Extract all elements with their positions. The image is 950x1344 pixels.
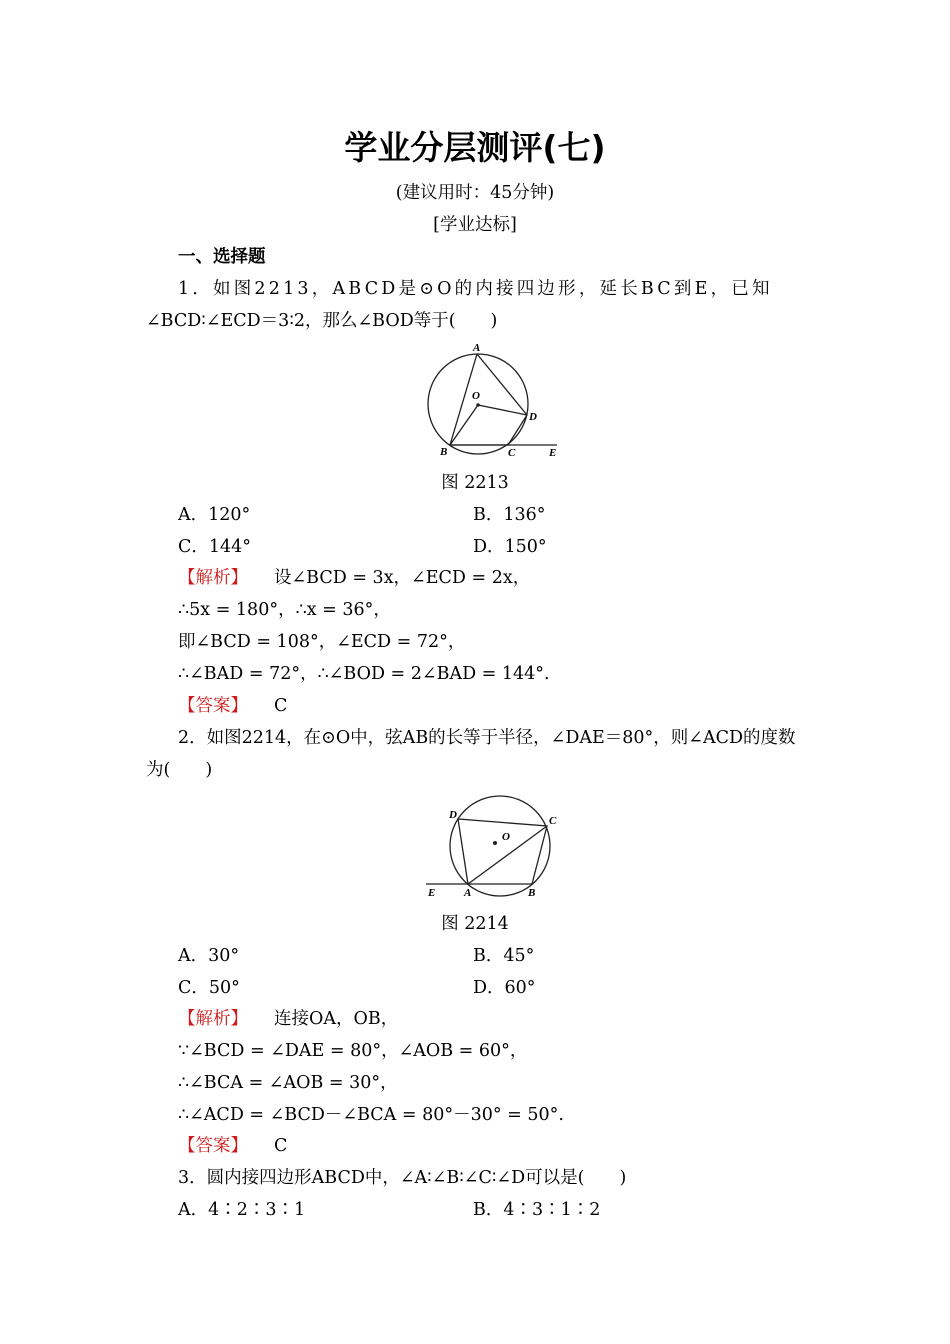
question-1-line-1: 1．如图2213，ABCD是⊙O的内接四边形，延长BC到E，已知	[178, 279, 773, 299]
q2-option-c: C．50°	[178, 978, 240, 998]
label-o: O	[472, 390, 480, 402]
question-1-line-2: ∠BCD∶∠ECD＝3∶2，那么∠BOD等于( )	[146, 311, 498, 331]
q1-analysis-line-1: 设∠BCD = 3x，∠ECD = 2x，	[274, 568, 531, 588]
center-dot	[476, 403, 480, 407]
q1-analysis-line-2: ∴5x = 180°，∴x = 36°，	[178, 600, 391, 620]
q2-analysis-line-1: 连接OA，OB，	[274, 1009, 399, 1029]
q2-analysis-tag: 【解析】	[178, 1009, 248, 1029]
figure-2213	[420, 338, 570, 468]
q1-option-b: B．136°	[473, 505, 546, 525]
suggested-time: (建议用时：45分钟)	[395, 183, 555, 203]
q1-option-a: A．120°	[178, 505, 251, 525]
label-b: B	[528, 887, 536, 899]
label-c: C	[549, 815, 557, 827]
label-e: E	[549, 447, 557, 459]
question-2-line-2: 为( )	[146, 760, 213, 780]
question-2-line-1: 2．如图2214，在⊙O中，弦AB的长等于半径，∠DAE＝80°，则∠ACD的度数	[178, 728, 796, 748]
label-a: A	[473, 342, 481, 354]
q3-option-b: B．4∶3∶1∶2	[473, 1200, 601, 1220]
figure-2214	[420, 790, 570, 909]
label-a: A	[464, 887, 472, 899]
label-d: D	[529, 411, 537, 423]
label-o: O	[502, 831, 510, 843]
q1-answer: C	[274, 696, 288, 716]
quadrilateral-abcd	[450, 354, 527, 445]
q2-option-a: A．30°	[178, 946, 240, 966]
page-title: 学业分层测评(七)	[344, 128, 606, 167]
quadrilateral-abcd	[458, 819, 547, 884]
label-e: E	[428, 887, 436, 899]
q2-option-b: B．45°	[473, 946, 535, 966]
figure-2214-diagram	[420, 790, 570, 905]
label-b: B	[440, 446, 448, 458]
q2-analysis-line-4: ∴∠ACD = ∠BCD－∠BCA = 80°－30° = 50°.	[178, 1105, 564, 1125]
label-c: C	[508, 447, 516, 459]
angle-bod	[450, 405, 527, 445]
q3-option-a: A．4∶2∶3∶1	[178, 1200, 306, 1220]
q1-analysis-line-4: ∴∠BAD = 72°，∴∠BOD = 2∠BAD = 144°.	[178, 664, 550, 684]
q2-analysis-line-3: ∴∠BCA = ∠AOB = 30°，	[178, 1073, 398, 1093]
q1-analysis-line-3: 即∠BCD = 108°，∠ECD = 72°，	[178, 632, 466, 652]
q2-option-d: D．60°	[473, 978, 536, 998]
question-3-line-1: 3．圆内接四边形ABCD中，∠A∶∠B∶∠C∶∠D可以是( )	[178, 1168, 627, 1188]
q1-analysis-tag: 【解析】	[178, 568, 248, 588]
figure-2214-caption: 图 2214	[441, 914, 509, 934]
section-heading: 一、选择题	[178, 247, 266, 267]
center-dot	[493, 841, 497, 845]
section-badge: [学业达标]	[433, 215, 517, 235]
q1-option-d: D．150°	[473, 537, 547, 557]
q2-answer: C	[274, 1136, 288, 1156]
circle-o	[450, 796, 550, 896]
figure-2213-diagram	[420, 338, 570, 464]
q1-answer-tag: 【答案】	[178, 696, 248, 716]
q2-answer-tag: 【答案】	[178, 1136, 248, 1156]
figure-2213-caption: 图 2213	[441, 473, 509, 493]
q2-analysis-line-2: ∵∠BCD = ∠DAE = 80°，∠AOB = 60°，	[178, 1041, 528, 1061]
label-d: D	[449, 809, 457, 821]
q1-option-c: C．144°	[178, 537, 252, 557]
